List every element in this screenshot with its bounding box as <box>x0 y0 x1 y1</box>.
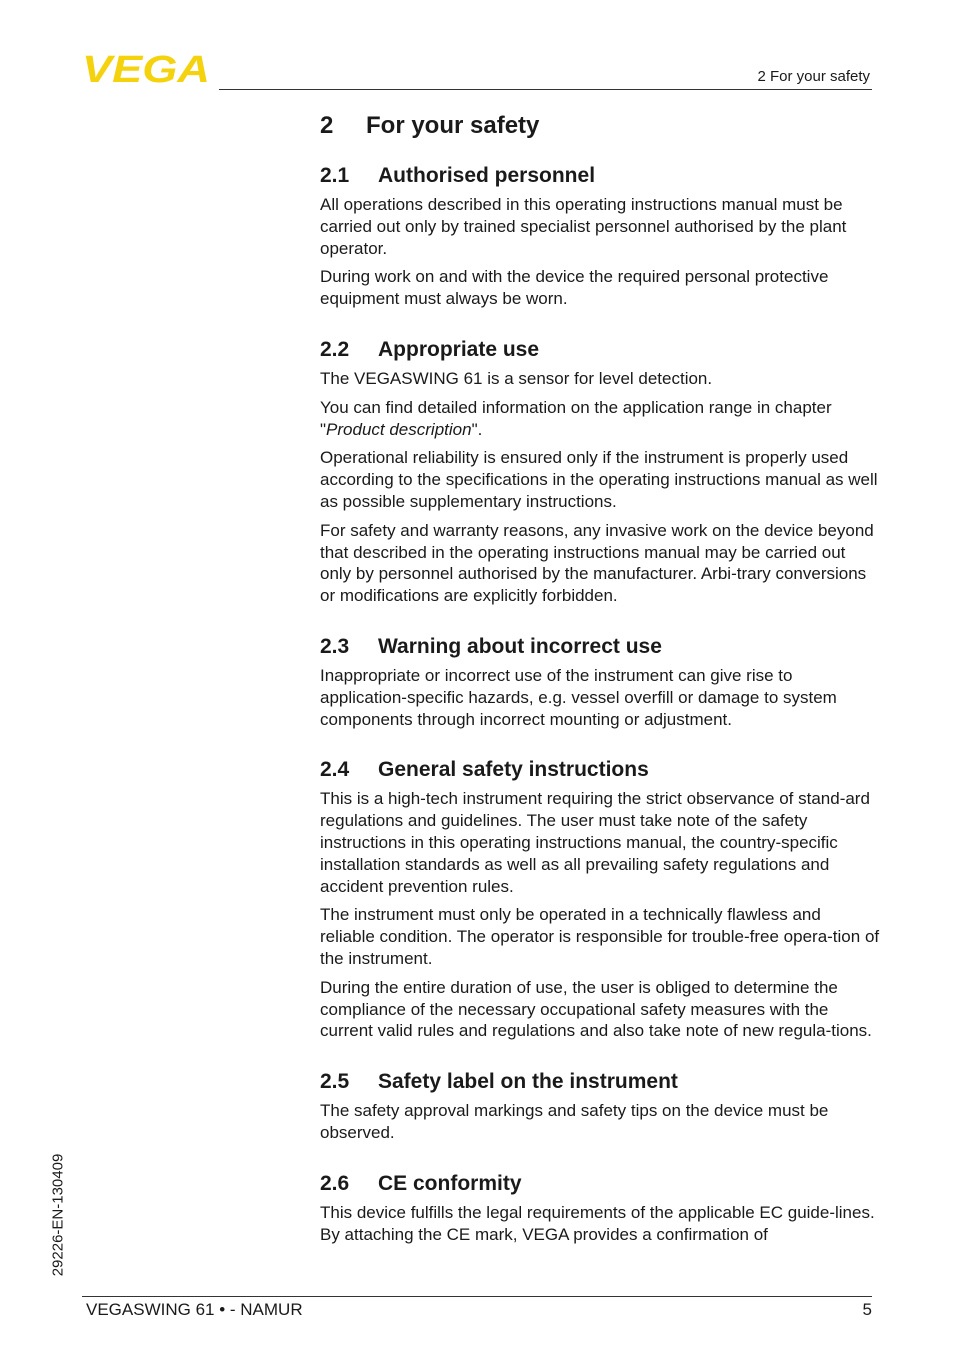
section-title: Warning about incorrect use <box>378 634 662 658</box>
running-header: 2 For your safety <box>757 68 870 85</box>
section-2-2 <box>320 336 880 607</box>
section-number: 2.5 <box>320 1070 350 1094</box>
footer-divider <box>82 1296 872 1297</box>
paragraph: Operational reliability is ensured only if the instrument is properly used according to the specifications in the operating instructions manual as well as possible supplementary instructions. <box>320 448 878 511</box>
section-title: Authorised personnel <box>378 164 596 187</box>
logo-text: VEGA <box>82 52 210 84</box>
section-title: CE conformity <box>378 1171 522 1195</box>
paragraph <box>320 397 880 441</box>
section-heading <box>320 1068 880 1096</box>
section-heading <box>320 1170 880 1198</box>
paragraph: Inappropriate or incorrect use of the instrument can give rise to application-specific hazards, e.g. vessel overfill or damage to system components through incorrect mounting or adjustment. <box>320 665 837 729</box>
section-heading <box>320 633 880 661</box>
section-2-3 <box>320 633 880 730</box>
chapter-title: For your safety <box>366 112 540 139</box>
section-title: Appropriate use <box>378 337 540 361</box>
vega-logo <box>82 52 212 84</box>
section-heading <box>320 162 880 190</box>
page-number: 5 <box>862 1300 872 1319</box>
text-run: You can find detailed information on the application range in chapter " <box>320 397 832 439</box>
paragraph: This is a high-tech instrument requiring the strict observance of stand-ard regulations and guidelines. The user must take note of the safety instructions in this operating instructions manual, the country-specific installation standards as well as all prevailing safety regulations and accident prevention rules. <box>320 789 870 896</box>
section-2-1 <box>320 162 880 310</box>
sections <box>320 162 880 1245</box>
section-number: 2.3 <box>320 634 350 658</box>
section-2-4 <box>320 756 880 1042</box>
chapter-number: 2 <box>320 112 334 139</box>
section-number: 2.6 <box>320 1171 350 1195</box>
paragraph: The safety approval markings and safety tips on the device must be observed. <box>320 1101 829 1142</box>
footer-product: VEGASWING 61 • - NAMUR <box>86 1300 303 1319</box>
emphasis-text: Product description <box>326 419 472 439</box>
paragraph: The instrument must only be operated in a technically flawless and reliable condition. The operator is responsible for trouble-free opera-tion of the instrument. <box>320 905 880 968</box>
section-number: 2.1 <box>320 164 350 187</box>
section-title: General safety instructions <box>378 758 649 782</box>
chapter-heading <box>320 110 880 142</box>
section-heading <box>320 336 880 364</box>
paragraph: The VEGASWING 61 is a sensor for level detection. <box>320 368 713 388</box>
section-number: 2.4 <box>320 758 350 782</box>
header-divider <box>219 89 872 90</box>
text-run: ". <box>471 419 483 439</box>
section-heading <box>320 756 880 784</box>
section-2-5 <box>320 1068 880 1144</box>
paragraph: For safety and warranty reasons, any invasive work on the device beyond that described in the operating instructions manual may be carried out only by personnel authorised by the manufacturer. Arbi-trary conversions or modifications are explicitly forbidden. <box>320 520 874 606</box>
document-code-text: 29226-EN-130409 <box>49 1153 67 1277</box>
paragraph: During work on and with the device the required personal protective equipment must always be worn. <box>320 267 829 309</box>
section-number: 2.2 <box>320 337 350 361</box>
section-title: Safety label on the instrument <box>378 1070 678 1094</box>
main-content <box>320 110 880 1245</box>
document-code <box>48 1140 68 1290</box>
paragraph: This device fulfills the legal requirements of the applicable EC guide-lines. By attaching the CE mark, VEGA provides a confirmation of <box>320 1202 875 1244</box>
paragraph: During the entire duration of use, the user is obliged to determine the compliance of the necessary occupational safety measures with the current valid rules and regulations and also take note of new regula-tions. <box>320 977 872 1041</box>
paragraph: All operations described in this operating instructions manual must be carried out only by trained specialist personnel authorised by the plant operator. <box>320 195 847 258</box>
section-2-6 <box>320 1170 880 1246</box>
